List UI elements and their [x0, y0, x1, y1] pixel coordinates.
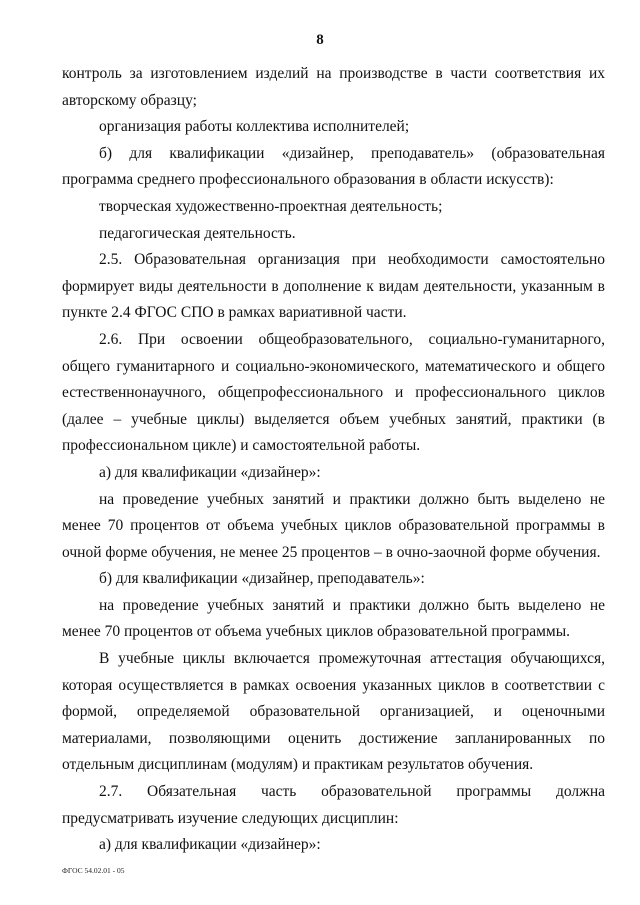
paragraph: 2.6. При освоении общеобразовательного, социально-гуманитарного, общего гуманитарного и социально-экономического, математического и общего естественнонаучного, общепрофессионального и профессионального циклов (далее – учебные циклы) выделяется объем учебных занятий, практики (в профессиональном цикле) и самостоятельной работы. — [62, 330, 605, 455]
paragraph: на проведение учебных занятий и практики должно быть выделено не менее 70 процентов от объема учебных циклов образовательной программы в очной форме обучения, не менее 25 процентов – в очно-заочной форме обучения. — [62, 490, 605, 561]
paragraph: а) для квалификации «дизайнер»: — [99, 836, 321, 854]
paragraph: организация работы коллектива исполнителей; — [99, 118, 410, 136]
document-footer-code: ФГОС 54.02.01 - 05 — [62, 866, 125, 875]
paragraph: контроль за изготовлением изделий на производстве в части соответствия их авторскому образцу; — [62, 65, 605, 109]
paragraph: педагогическая деятельность. — [99, 224, 296, 242]
paragraph: на проведение учебных занятий и практики должно быть выделено не менее 70 процентов от объема учебных циклов образовательной программы. — [62, 596, 605, 641]
paragraph: б) для квалификации «дизайнер, преподаватель» (образовательная программа среднего профессионального образования в области искусств): — [62, 144, 605, 189]
paragraph: В учебные циклы включается промежуточная аттестация обучающихся, которая осуществляется в рамках освоения указанных циклов в соответствии с формой, определяемой образовательной организацией, и оценочными материалами, позволяющими оценить достижение запланированных по отдельным дисциплинам (модулям) и практикам результатов обучения. — [62, 650, 605, 774]
paragraph: б) для квалификации «дизайнер, преподаватель»: — [99, 570, 425, 588]
paragraph: 2.7. Обязательная часть образовательной программы должна предусматривать изучение следующих дисциплин: — [62, 783, 605, 827]
paragraph: творческая художественно-проектная деятельность; — [99, 197, 443, 215]
paragraph: а) для квалификации «дизайнер»: — [99, 463, 321, 481]
paragraph: 2.5. Образовательная организация при необходимости самостоятельно формирует виды деятельности в дополнение к видам деятельности, указанным в пункте 2.4 ФГОС СПО в рамках вариативной части. — [62, 251, 605, 322]
document-body — [62, 61, 605, 859]
page-number: 8 — [316, 32, 324, 48]
